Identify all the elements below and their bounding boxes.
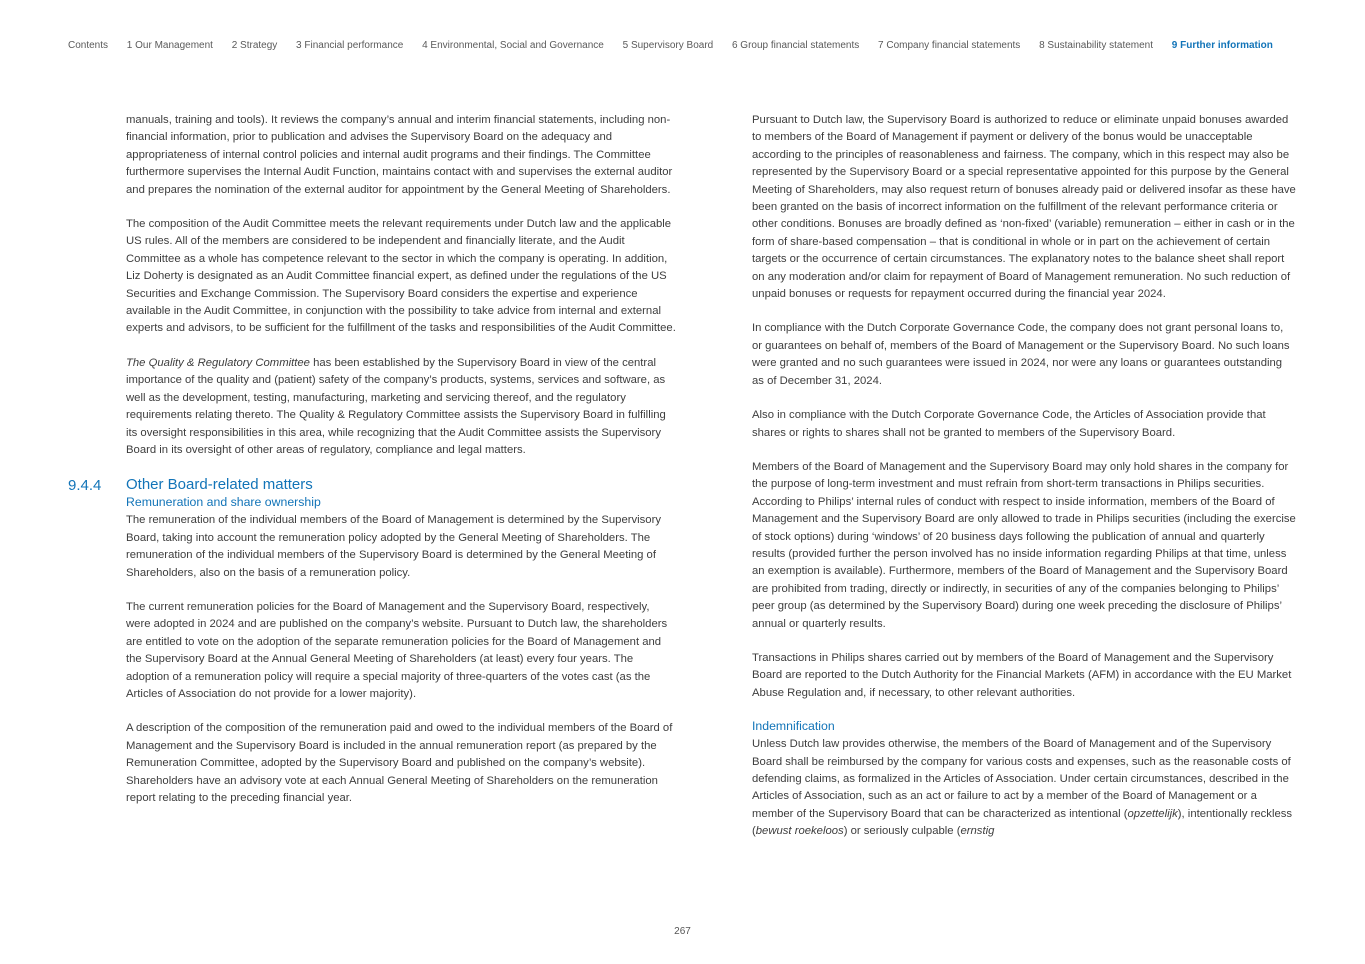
nav-item-contents[interactable]: Contents <box>68 40 109 51</box>
nav-item-our-management[interactable]: 1 Our Management <box>126 40 213 51</box>
nav-item-esg[interactable]: 4 Environmental, Social and Governance <box>422 40 604 51</box>
remuneration-policies-paragraph: The current remuneration policies for the Board of Management and the Supervisory Board, respectively, were adopted in 2024 and are published on the company’s website. Pursuant to Dutch law, the shareholders are entitled to vote on the adoption of the separate remuneration policies for the Board of Management and the Supervisory Board at the Annual General Meeting of Shareholders (at least) every four years. The adoption of a remuneration policy will require a special majority of three-quarters of the votes cast (as the Articles of Association do not provide for a lower majority). <box>126 600 668 700</box>
quality-committee-text: has been established by the Supervisory Board in view of the central importance of the quality and (patient) safety of the company’s products, systems, services and software, as well as the development, testing, manufacturing, marketing and servicing thereof, and the regulatory requirements relating thereto. The Quality & Regulatory Committee assists the Supervisory Board in fulfilling its oversight responsibilities in this area, while recognizing that the Audit Committee assists the Supervisory Board in its oversight of other areas of regulatory, compliance and legal matters. <box>126 356 666 456</box>
subheading-remuneration: Remuneration and share ownership <box>126 495 321 510</box>
dutch-term-ernstig: ernstig <box>960 825 995 838</box>
nav-item-strategy[interactable]: 2 Strategy <box>231 40 278 51</box>
afm-reporting-paragraph: Transactions in Philips shares carried out by members of the Board of Management and the Supervisory Board are reported to the Dutch Authority for the Financial Markets (AFM) in accordance with the EU Market Abuse Regulation and, if necessary, to other relevant authorities. <box>752 651 1292 699</box>
shares-grant-paragraph: Also in compliance with the Dutch Corporate Governance Code, the Articles of Association provide that shares or rights to shares shall not be granted to members of the Supervisory Board. <box>752 409 1266 439</box>
indemnification-text-3: ) or seriously culpable ( <box>843 825 961 838</box>
remuneration-determination-paragraph: The remuneration of the individual members of the Board of Management is determined by the Supervisory Board, taking into account the remuneration policy adopted by the General Meeting of Shareholders. The remuneration of the individual members of the Supervisory Board is determined by the General Meeting of Shareholders, also on the basis of a remuneration policy. <box>126 514 662 579</box>
share-ownership-rules-paragraph: Members of the Board of Management and the Supervisory Board may only hold shares in the company for the purpose of long-term investment and must refrain from short-term transactions in Philips securities. According to Philips’ internal rules of conduct with respect to inside information, members of the Board of Management and the Supervisory Board are only allowed to trade in Philips securities (including the exercise of stock options) during ‘windows’ of 20 business days following the publication of annual and quarterly results (provided further the person involved has no inside information regarding Philips at that time, unless an exemption is available). Furthermore, members of the Board of Management and the Supervisory Board are prohibited from trading, directly or indirectly, in securities of any of the companies belonging to Philips’ peer group (as determined by the Supervisory Board) during one week preceding the disclosure of Philips’ annual or quarterly results. <box>752 460 1296 630</box>
audit-committee-duties-paragraph: manuals, training and tools). It reviews the company’s annual and interim financial statements, including non-financial information, prior to publication and advises the Supervisory Board on the adequacy and appropriateness of internal control policies and internal audit programs and their findings. The Committee furthermore supervises the Internal Audit Function, maintains contact with and supervises the external auditor and prepares the nomination of the external auditor for appointment by the General Meeting of Shareholders. <box>126 114 673 196</box>
section-number: 9.4.4 <box>68 477 102 495</box>
dutch-term-opzettelijk: opzettelijk <box>1127 807 1178 820</box>
audit-committee-composition-paragraph: The composition of the Audit Committee meets the relevant requirements under Dutch law and the applicable US rules. All of the members are considered to be independent and financially literate, and the Audit Committee as a whole has competence relevant to the sector in which the company is operating. In addition, Liz Doherty is designated as an Audit Committee financial expert, as defined under the regulations of the US Securities and Exchange Commission. The Supervisory Board considers the expertise and experience available in the Audit Committee, in conjunction with the possibility to take advice from internal and external experts and advisors, to be sufficient for the fulfillment of the tasks and responsibilities of the Audit Committee. <box>126 218 676 335</box>
personal-loans-paragraph: In compliance with the Dutch Corporate Governance Code, the company does not grant personal loans to, or guarantees on behalf of, members of the Board of Management or the Supervisory Board. No such loans were granted and no such guarantees were issued in 2024, nor were any loans or guarantees outstanding as of December 31, 2024. <box>752 322 1290 387</box>
section-title: Other Board-related matters <box>126 476 313 494</box>
page-number: 267 <box>674 926 691 937</box>
bonus-clawback-paragraph: Pursuant to Dutch law, the Supervisory Board is authorized to reduce or eliminate unpaid bonuses awarded to members of the Board of Management if payment or delivery of the bonus would be unacceptable according to the principles of reasonableness and fairness. The company, which in this respect may also be represented by the Supervisory Board or a special representative appointed for this purpose by the General Meeting of Shareholders, may also request return of bonuses already paid or delivered insofar as these have been granted on the basis of incorrect information on the fulfillment of the relevant performance criteria or other conditions. Bonuses are broadly defined as ‘non-fixed’ (variable) remuneration – either in cash or in the form of share-based compensation – that is conditional in whole or in part on the achievement of certain targets or the occurrence of certain circumstances. The explanatory notes to the balance sheet shall report on any moderation and/or claim for repayment of Board of Management remuneration. No such reduction of unpaid bonuses or requests for repayment occurred during the financial year 2024. <box>752 114 1296 301</box>
nav-item-company-financial-statements[interactable]: 7 Company financial statements <box>878 40 1021 51</box>
dutch-term-bewust-roekeloos: bewust roekeloos <box>755 825 844 838</box>
quality-committee-name: The Quality & Regulatory Committee <box>126 356 310 369</box>
indemnification-paragraph <box>752 736 1296 840</box>
left-column <box>68 112 676 858</box>
nav-item-group-financial-statements[interactable]: 6 Group financial statements <box>731 40 860 51</box>
page-body <box>68 112 1296 858</box>
nav-item-financial-performance[interactable]: 3 Financial performance <box>296 40 404 51</box>
indemnification-text-2: ), intentionally reckless ( <box>752 807 1293 838</box>
indemnification-text-1: Unless Dutch law provides otherwise, the members of the Board of Management and of the Supervisory Board shall be reimbursed by the company for various costs and expenses, such as the reasonable costs of defending claims, as formalized in the Articles of Association. Under certain circumstances, described in the Articles of Association, such as an act or failure to act by a member of the Board of Management or a member of the Supervisory Board that can be characterized as intentional ( <box>752 738 1291 820</box>
quality-regulatory-committee-paragraph <box>126 355 676 459</box>
nav-item-sustainability-statement[interactable]: 8 Sustainability statement <box>1039 40 1154 51</box>
remuneration-report-paragraph: A description of the composition of the remuneration paid and owed to the individual members of the Board of Management and the Supervisory Board is included in the annual remuneration report (as prepared by the Remuneration Committee, adopted by the Supervisory Board and published on the company’s website). Shareholders have an advisory vote at each Annual General Meeting of Shareholders on the remuneration report relating to the preceding financial year. <box>126 722 673 804</box>
subheading-indemnification: Indemnification <box>752 719 835 734</box>
section-heading <box>68 476 676 495</box>
nav-item-further-information[interactable]: 9 Further information <box>1171 40 1273 51</box>
top-navigation <box>68 40 1273 51</box>
nav-item-supervisory-board[interactable]: 5 Supervisory Board <box>622 40 714 51</box>
right-column <box>752 112 1296 858</box>
page-footer <box>0 921 1365 939</box>
